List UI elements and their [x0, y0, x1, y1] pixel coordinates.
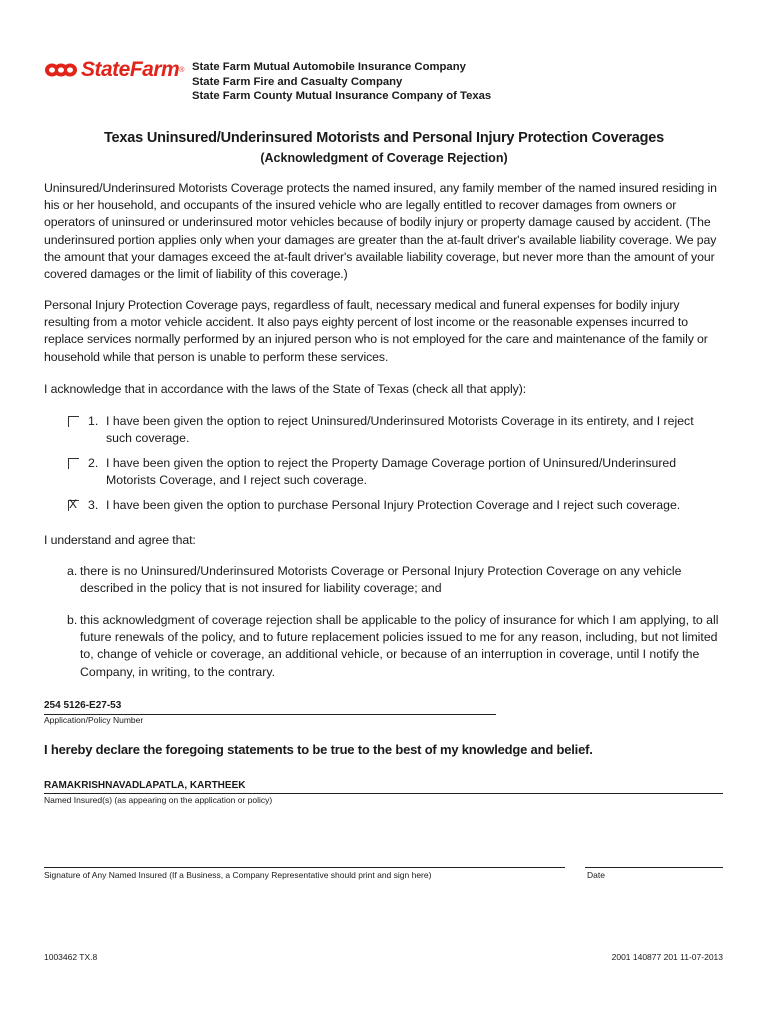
acknowledgment-item-1	[68, 413, 718, 446]
item-letter: a.	[67, 564, 78, 578]
checkmark-x-icon: X	[69, 497, 78, 511]
company-names	[192, 60, 491, 104]
policy-number-label: Application/Policy Number	[44, 715, 144, 725]
pip-coverage-paragraph: Personal Injury Protection Coverage pays, regardless of fault, necessary medical and funeral expenses for bodily injury resulting from a motor vehicle accident. It also pays eighty percent of lost income or the reasonable expenses incurred to replace services normally performed by an injured person who is not employed for the care and maintenance of the family or household while that person is unable to perform these services.	[44, 298, 708, 364]
company-name: State Farm County Mutual Insurance Company of Texas	[192, 90, 492, 102]
acknowledgment-item-2	[68, 455, 718, 488]
agreement-item-a	[67, 563, 722, 597]
form-subtitle: (Acknowledgment of Coverage Rejection)	[260, 151, 508, 165]
item-number: 2.	[88, 456, 99, 470]
date-label: Date	[587, 870, 605, 880]
document-code: 2001 140877 201 11-07-2013	[611, 952, 723, 962]
state-farm-logo	[44, 58, 184, 82]
item-number: 3.	[88, 498, 99, 512]
policy-number-value: 254 5126-E27-53	[44, 700, 122, 711]
agreement-item-b	[67, 612, 722, 681]
state-farm-ovals-icon	[44, 60, 78, 80]
named-insured-label: Named Insured(s) (as appearing on the application or policy)	[44, 795, 273, 805]
date-line[interactable]	[585, 867, 723, 868]
named-insured-value: RAMAKRISHNAVADLAPATLA, KARTHEEK	[44, 780, 246, 791]
checkbox-1[interactable]	[68, 416, 79, 427]
checkbox-2[interactable]	[68, 458, 79, 469]
item-text: I have been given the option to reject Uninsured/Underinsured Motorists Coverage in its entirety, and I reject such coverage.	[106, 414, 694, 445]
checkbox-3[interactable]	[68, 497, 79, 511]
item-number: 1.	[88, 414, 99, 428]
item-text: this acknowledgment of coverage rejection shall be applicable to the policy of insurance for which I am applying, to all future renewals of the policy, and to future replacement policies issued to me for any reason, including, but not limited to, change of vehicle or coverage, an additional vehicle, or because of an interruption in coverage, until I notify the Company, in writing, to the contrary.	[80, 613, 719, 679]
form-title: Texas Uninsured/Underinsured Motorists and Personal Injury Protection Coverages	[103, 130, 665, 146]
acknowledgment-item-3	[68, 497, 718, 514]
company-name: State Farm Fire and Casualty Company	[192, 75, 403, 88]
logo-wordmark: StateFarm	[81, 58, 180, 81]
item-text: there is no Uninsured/Underinsured Motorists Coverage or Personal Injury Protection Coverage on any vehicle described in the policy that is not insured for liability coverage; and	[80, 564, 682, 596]
um-coverage-paragraph: Uninsured/Underinsured Motorists Coverage protects the named insured, any family member of the named insured residing in his or her household, and occupants of the insured vehicle who are legally entitled to recover damages from owners or operators of uninsured or underinsured motor vehicles because of bodily injury or property damage caused by accident. (The underinsured portion applies only when your damages are greater than the at-fault driver's available liability coverage. We pay the amount that your damages exceed the at-fault driver's available liability coverage, but never more than the amount of your covered damages or the limit of liability of this coverage.)	[44, 181, 717, 282]
company-name: State Farm Mutual Automobile Insurance Company	[192, 61, 466, 73]
item-text: I have been given the option to purchase Personal Injury Protection Coverage and I reject such coverage.	[106, 498, 681, 512]
signature-line[interactable]	[44, 867, 565, 868]
agree-intro: I understand and agree that:	[44, 533, 196, 547]
declaration-statement: I hereby declare the foregoing statements to be true to the best of my knowledge and belief.	[44, 742, 593, 757]
item-text: I have been given the option to reject the Property Damage Coverage portion of Uninsured/Underinsured Motorists Coverage, and I reject such coverage.	[106, 456, 677, 487]
signature-label: Signature of Any Named Insured (If a Business, a Company Representative should print and sign here)	[44, 870, 432, 880]
acknowledge-intro: I acknowledge that in accordance with the laws of the State of Texas (check all that apply):	[44, 382, 527, 396]
named-insured-line	[44, 793, 723, 794]
item-letter: b.	[67, 613, 78, 627]
registered-mark: ®	[179, 66, 185, 74]
form-number: 1003462 TX.8	[44, 952, 98, 962]
